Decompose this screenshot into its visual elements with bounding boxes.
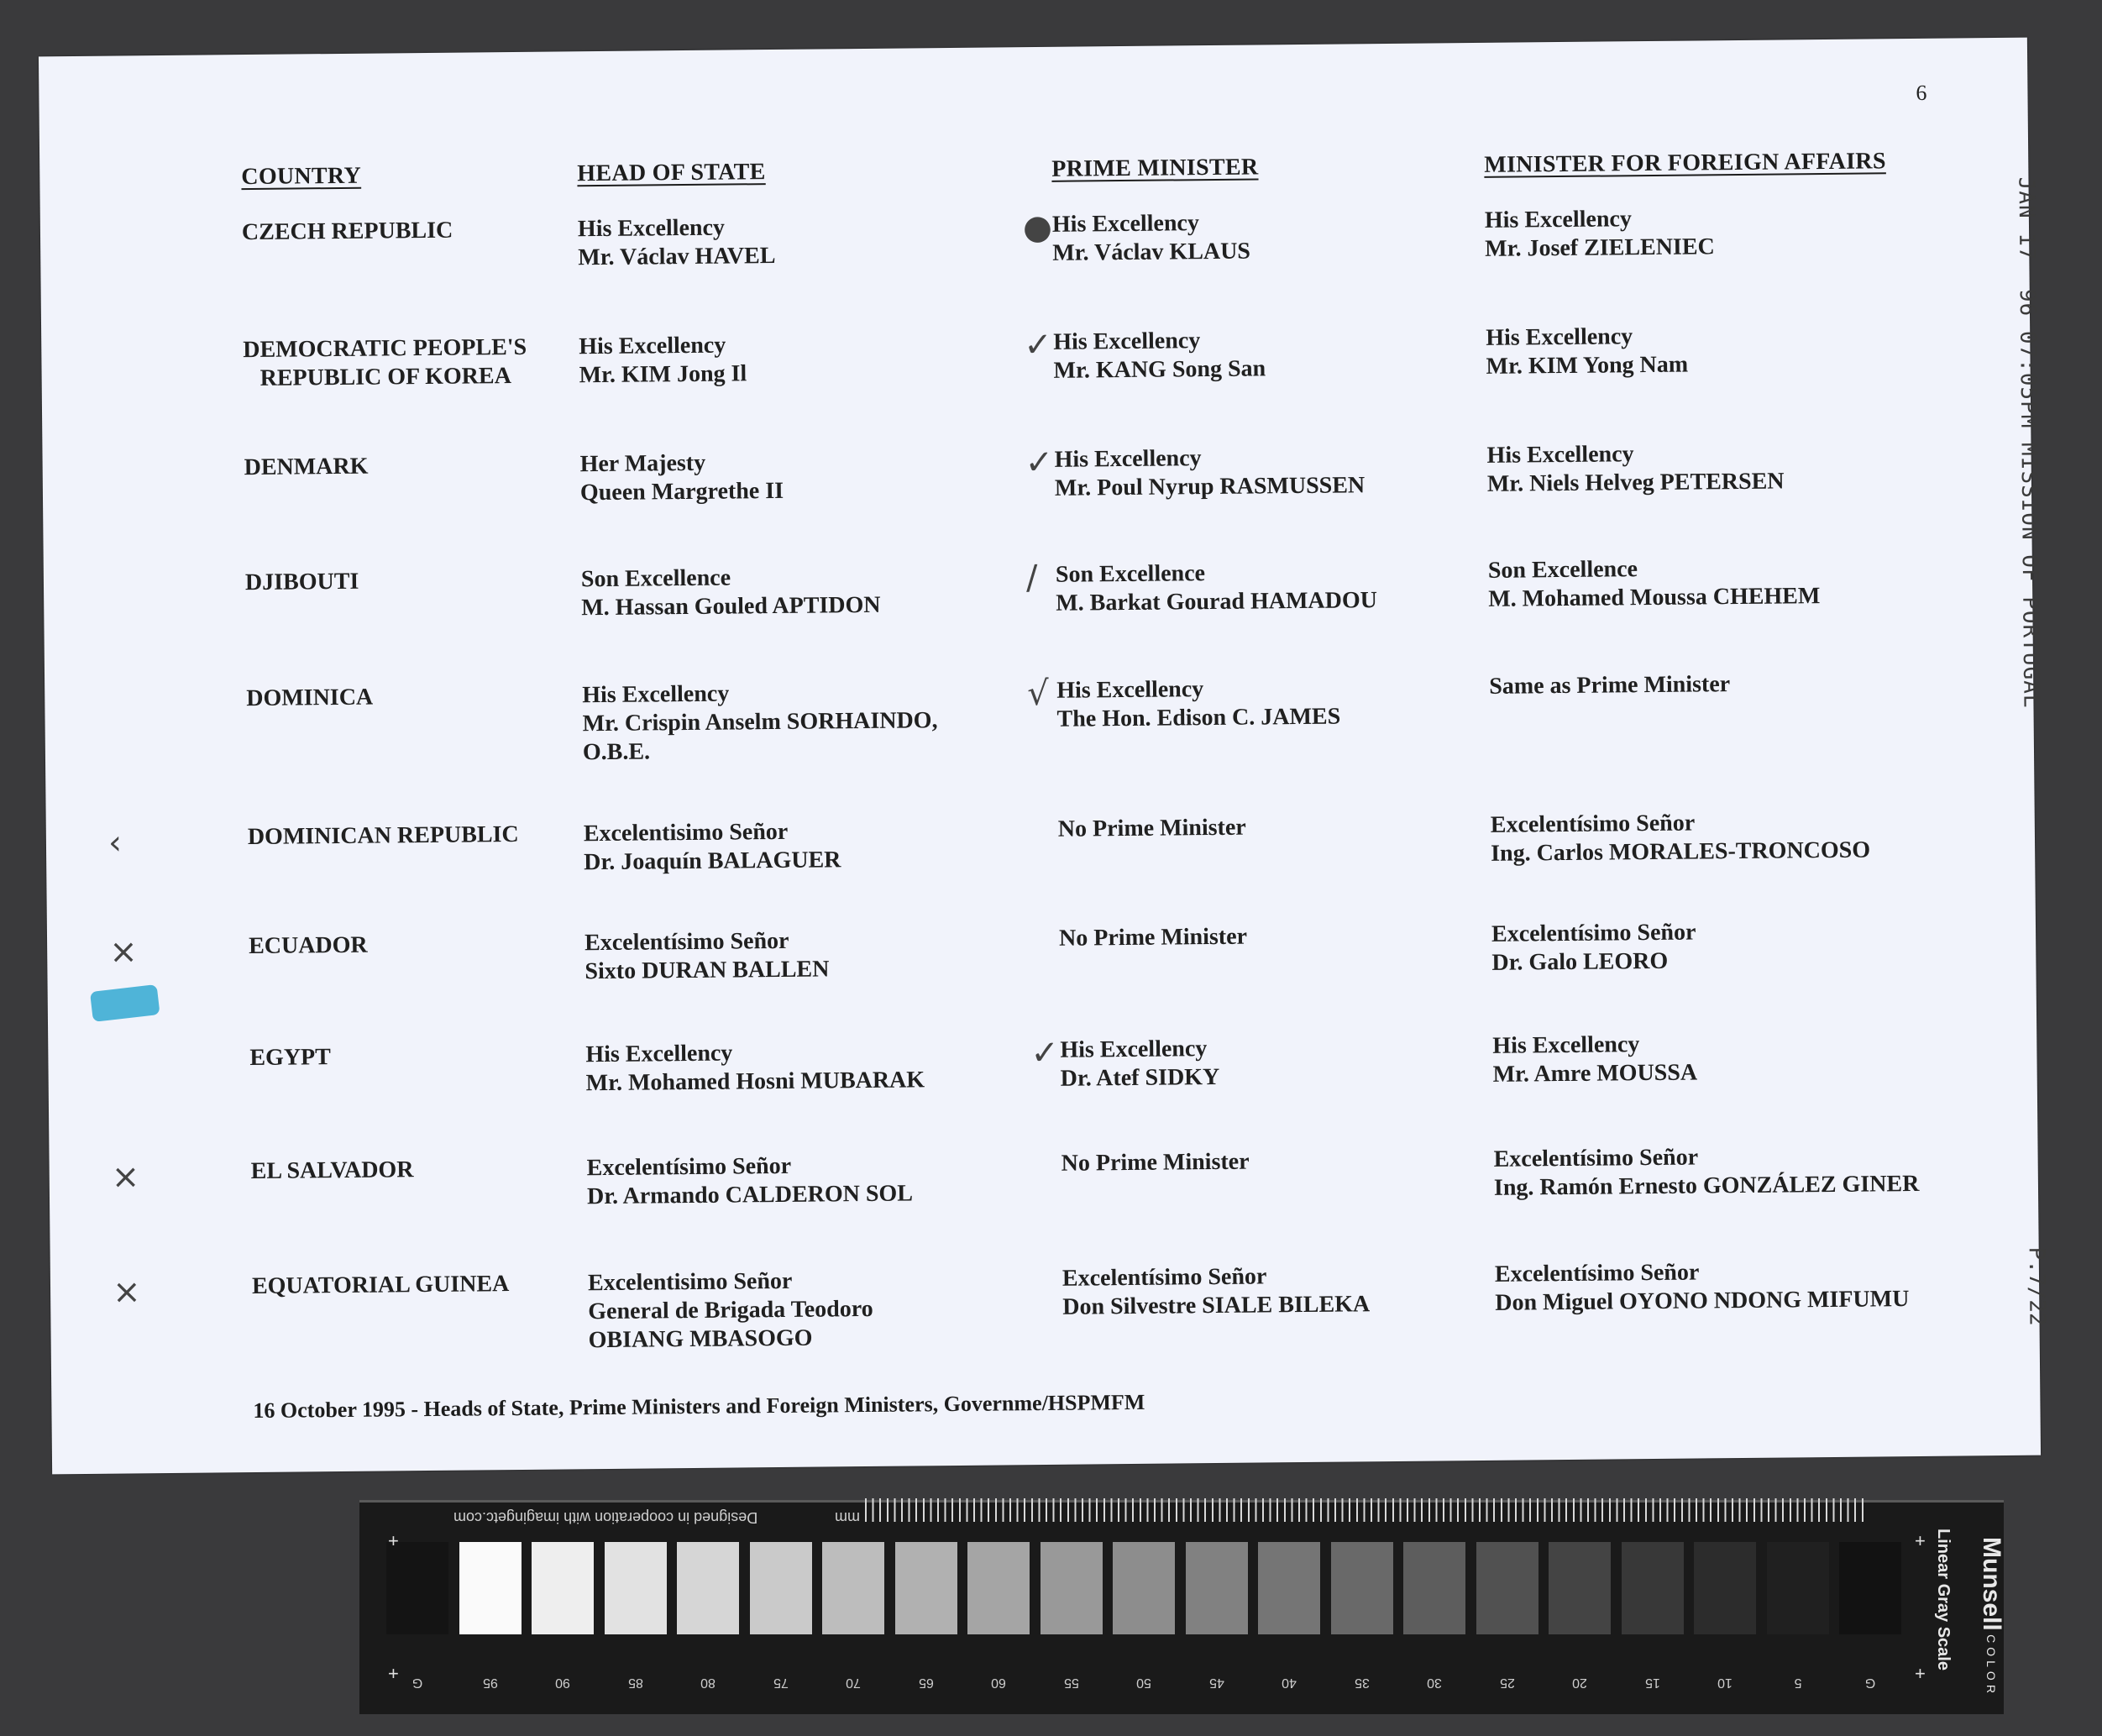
page-number: 6 (1916, 80, 1927, 105)
cross-mark: × (108, 932, 138, 972)
gray-patch-label: 20 (1572, 1676, 1587, 1690)
prime-minister-cell-line: Don Silvestre SIALE BILEKA (1062, 1291, 1371, 1320)
head-of-state-cell-line: Queen Margrethe II (579, 477, 784, 506)
header-prime-minister: PRIME MINISTER (1051, 154, 1259, 182)
munsell-sub: COLOR (1984, 1634, 1998, 1697)
country-cell (242, 216, 544, 247)
country-cell (251, 1155, 553, 1186)
foreign-minister-cell-line: Ing. Ramón Ernesto GONZÁLEZ GINER (1493, 1170, 1920, 1201)
prime-minister-cell-line: His Excellency (1053, 328, 1201, 355)
prime-minister-cell (1062, 1261, 1449, 1321)
prime-minister-cell-line: His Excellency (1056, 676, 1204, 704)
foreign-minister-cell-line: M. Mohamed Moussa CHEHEM (1488, 583, 1821, 612)
prime-minister-cell-line: His Excellency (1060, 1036, 1208, 1063)
munsell-brand: Munsell (1978, 1537, 2005, 1631)
foreign-minister-cell (1495, 1256, 1966, 1317)
head-of-state-cell-line: Dr. Joaquín BALAGUER (584, 847, 841, 876)
prime-minister-cell (1060, 1032, 1447, 1093)
gray-patch-label: 95 (482, 1676, 498, 1690)
gray-patch-label: 70 (846, 1676, 861, 1690)
ruler-unit: mm (835, 1509, 860, 1526)
munsell-logo (1955, 1537, 2005, 1705)
foreign-minister-cell-line: His Excellency (1484, 206, 1633, 233)
gray-patch (605, 1542, 667, 1634)
head-of-state-cell-line: Excelentisimo Señor (587, 1267, 793, 1297)
prime-minister-cell (1061, 1146, 1448, 1177)
head-of-state-cell-line: O.B.E. (582, 738, 651, 766)
gray-patch-label: 15 (1644, 1676, 1660, 1690)
foreign-minister-cell-line: Son Excellence (1487, 556, 1638, 584)
gray-patch-label: G (1864, 1676, 1876, 1690)
gray-patch (1767, 1542, 1829, 1634)
gray-patch-label: 30 (1427, 1676, 1442, 1690)
foreign-minister-cell (1486, 320, 1957, 381)
country-cell (249, 1041, 552, 1073)
head-of-state-cell-line: Mr. Václav HAVEL (578, 242, 776, 271)
head-of-state-cell-line: Excelentísimo Señor (584, 927, 789, 957)
gray-patch (532, 1542, 594, 1634)
prime-minister-cell-line: Mr. KANG Song San (1053, 355, 1266, 384)
cross-mark: × (112, 1272, 141, 1312)
gray-patch (967, 1542, 1030, 1634)
head-of-state-cell (579, 447, 983, 508)
head-of-state-cell-line: Mr. Mohamed Hosni MUBARAK (585, 1067, 925, 1097)
header-country: COUNTRY (241, 162, 362, 191)
gray-patch (1839, 1542, 1901, 1634)
country-cell (249, 930, 551, 961)
foreign-minister-cell-line: Excelentísimo Señor (1491, 919, 1696, 947)
gray-patch-label: 80 (700, 1676, 716, 1690)
gray-patch (822, 1542, 884, 1634)
foreign-minister-cell-line: Dr. Galo LEORO (1491, 947, 1669, 976)
gray-patch (1622, 1542, 1684, 1634)
gray-patch (1694, 1542, 1756, 1634)
table-row (50, 1141, 2039, 1277)
country-cell-line: DENMARK (244, 453, 369, 481)
gray-patch-label: 55 (1063, 1676, 1079, 1690)
foreign-minister-cell-line: Mr. Josef ZIELENIEC (1485, 233, 1715, 262)
head-of-state-cell-line: General de Brigada Teodoro (588, 1295, 873, 1325)
gray-patch-label: G (411, 1676, 423, 1690)
mm-ruler (865, 1498, 1866, 1522)
foreign-minister-cell (1492, 1027, 1963, 1088)
header-head-of-state: HEAD OF STATE (577, 159, 766, 187)
foreign-minister-cell (1491, 915, 1963, 977)
prime-minister-cell-line: Son Excellence (1055, 560, 1206, 588)
prime-minister-cell-line: His Excellency (1054, 445, 1202, 473)
foreign-minister-cell-line: Ing. Carlos MORALES-TRONCOSO (1490, 837, 1871, 867)
gray-patch-label: 75 (773, 1676, 789, 1690)
prime-minister-cell-line: No Prime Minister (1058, 923, 1248, 952)
fax-header: JAN 17 '96 07:05PM MISSION OF PORTUGAL (2013, 176, 2044, 709)
cross-mark: ‹ (107, 823, 123, 863)
country-cell (246, 682, 548, 713)
prime-minister-cell-line: No Prime Minister (1061, 1148, 1250, 1177)
gray-patch-label: 40 (1282, 1676, 1297, 1690)
foreign-minister-cell (1486, 437, 1958, 498)
head-of-state-cell-line: OBIANG MBASOGO (588, 1324, 813, 1354)
cross-mark: × (111, 1157, 140, 1197)
head-of-state-cell-line: Son Excellence (580, 564, 731, 593)
gray-patch-label: 85 (627, 1676, 643, 1690)
head-of-state-cell-line: Mr. KIM Jong Il (579, 360, 747, 389)
prime-minister-cell-line: Mr. Poul Nyrup RASMUSSEN (1054, 472, 1366, 501)
country-cell-line: ECUADOR (248, 931, 368, 960)
plus-mark: + (388, 1530, 399, 1551)
plus-mark: + (1915, 1663, 1926, 1684)
foreign-minister-cell-line: Mr. Niels Helveg PETERSEN (1486, 468, 1785, 497)
head-of-state-cell-line: His Excellency (585, 1040, 733, 1068)
check-mark: / (1025, 559, 1038, 598)
table-row (40, 202, 2030, 338)
foreign-minister-cell-line: Mr. Amre MOUSSA (1492, 1059, 1698, 1088)
prime-minister-cell-line: His Excellency (1051, 210, 1200, 238)
country-cell-line: EGYPT (249, 1044, 332, 1072)
head-of-state-cell-line: M. Hassan Gouled APTIDON (581, 591, 881, 621)
head-of-state-cell-line: His Excellency (579, 332, 726, 360)
gray-patch (1041, 1542, 1103, 1634)
head-of-state-cell (588, 1266, 992, 1356)
head-of-state-cell (587, 1151, 991, 1212)
foreign-minister-cell-line: Same as Prime Minister (1489, 671, 1731, 700)
gray-patch-label: 10 (1717, 1676, 1732, 1690)
table-row (41, 319, 2031, 456)
gray-patch (386, 1542, 448, 1634)
gray-patch (750, 1542, 812, 1634)
check-mark: ✓ (1030, 1033, 1060, 1073)
country-cell-line: DOMINICAN REPUBLIC (247, 821, 519, 851)
head-of-state-cell-line: Excelentísimo Señor (586, 1152, 792, 1182)
card-caption: Designed in cooperation with imagingetc.com (453, 1509, 758, 1526)
prime-minister-cell (1056, 557, 1443, 617)
prime-minister-cell-line: No Prime Minister (1057, 814, 1246, 842)
gray-patch (895, 1542, 957, 1634)
country-cell-line: DOMINICA (246, 684, 374, 712)
country-cell-line: DEMOCRATIC PEOPLE'S (243, 333, 527, 364)
gray-patch-label: 5 (1794, 1676, 1801, 1690)
gray-patch-label: 25 (1499, 1676, 1515, 1690)
head-of-state-cell-line: His Excellency (582, 680, 730, 709)
table-row (43, 437, 2032, 574)
foreign-minister-cell-line: Excelentísimo Señor (1493, 1144, 1699, 1172)
head-of-state-cell-line: Dr. Armando CALDERON SOL (586, 1180, 914, 1210)
head-of-state-cell-line: Mr. Crispin Anselm SORHAINDO, (582, 707, 938, 737)
footer-note: 16 October 1995 - Heads of State, Prime Ministers and Foreign Ministers, Governme/HSPMFM (253, 1389, 1145, 1424)
country-cell (243, 333, 546, 393)
country-cell (244, 451, 547, 482)
country-cell-line: EQUATORIAL GUINEA (251, 1271, 510, 1300)
gray-patch (1258, 1542, 1320, 1634)
head-of-state-cell (582, 678, 986, 768)
country-cell (245, 566, 548, 597)
gray-patch (677, 1542, 739, 1634)
document-page (39, 38, 2050, 1475)
gray-patch-label: 35 (1354, 1676, 1370, 1690)
header-foreign-minister: MINISTER FOR FOREIGN AFFAIRS (1484, 148, 1886, 178)
country-cell (252, 1270, 554, 1301)
gray-patch (1186, 1542, 1248, 1634)
prime-minister-cell (1054, 442, 1441, 502)
gray-patch (459, 1542, 522, 1634)
foreign-minister-cell (1491, 806, 1962, 868)
gray-patch (1403, 1542, 1465, 1634)
country-cell-line: REPUBLIC OF KOREA (259, 363, 511, 391)
head-of-state-cell-line: Excelentisimo Señor (583, 818, 789, 847)
foreign-minister-cell-line: His Excellency (1492, 1031, 1640, 1059)
head-of-state-cell (578, 212, 982, 273)
gray-patch (1331, 1542, 1393, 1634)
prime-minister-cell (1059, 920, 1445, 952)
plus-mark: + (388, 1663, 399, 1684)
foreign-minister-cell-line: His Excellency (1486, 323, 1633, 351)
gray-scale-title: Linear Gray Scale (1934, 1529, 1953, 1670)
head-of-state-cell (581, 562, 985, 623)
table-row (50, 1256, 2040, 1392)
plus-mark: + (1915, 1530, 1926, 1551)
head-of-state-cell-line: His Excellency (577, 214, 726, 243)
foreign-minister-cell-line: Don Miguel OYONO NDONG MIFUMU (1495, 1286, 1910, 1316)
prime-minister-cell-line: Mr. Václav KLAUS (1052, 238, 1251, 266)
check-mark: ● (1022, 207, 1053, 248)
head-of-state-cell (579, 329, 983, 391)
foreign-minister-cell-line: Mr. KIM Yong Nam (1486, 351, 1689, 380)
country-cell (248, 821, 550, 852)
country-cell-line: CZECH REPUBLIC (241, 217, 453, 246)
prime-minister-cell-line: Excelentísimo Señor (1061, 1263, 1267, 1292)
country-cell-line: EL SALVADOR (250, 1156, 414, 1185)
country-cell-line: DJIBOUTI (244, 568, 359, 596)
head-of-state-cell-line: Sixto DURAN BALLEN (584, 956, 830, 985)
gray-patch-label: 60 (991, 1676, 1006, 1690)
fax-page-count: P.7/22 (2023, 1246, 2050, 1326)
head-of-state-cell (585, 1037, 989, 1099)
foreign-minister-cell (1485, 202, 1956, 264)
head-of-state-cell (584, 816, 988, 878)
gray-patch-label: 65 (918, 1676, 934, 1690)
check-mark: √ (1027, 674, 1050, 714)
table-row (44, 552, 2033, 689)
prime-minister-cell (1053, 324, 1440, 385)
foreign-minister-cell-line: His Excellency (1486, 441, 1634, 469)
head-of-state-cell-line: Her Majesty (579, 449, 706, 478)
prime-minister-cell (1058, 811, 1444, 843)
foreign-minister-cell-line: Excelentísimo Señor (1494, 1259, 1700, 1288)
gray-patch (1113, 1542, 1175, 1634)
prime-minister-cell-line: The Hon. Edison C. JAMES (1056, 703, 1341, 732)
foreign-minister-cell (1488, 552, 1959, 613)
foreign-minister-cell (1489, 668, 1959, 700)
head-of-state-cell (584, 926, 988, 987)
prime-minister-cell-line: M. Barkat Gourad HAMADOU (1056, 587, 1378, 616)
foreign-minister-cell (1493, 1141, 1964, 1202)
prime-minister-cell-line: Dr. Atef SIDKY (1060, 1063, 1220, 1092)
table-row (45, 668, 2034, 805)
gray-patch (1549, 1542, 1611, 1634)
gray-patch-label: 45 (1208, 1676, 1224, 1690)
foreign-minister-cell-line: Excelentísimo Señor (1490, 810, 1696, 838)
gray-patch-label: 50 (1136, 1676, 1151, 1690)
gray-patch (1476, 1542, 1538, 1634)
check-mark: ✓ (1024, 325, 1053, 365)
gray-patch-label: 90 (555, 1676, 570, 1690)
prime-minister-cell (1056, 673, 1444, 733)
prime-minister-cell (1052, 207, 1439, 267)
check-mark: ✓ (1025, 443, 1054, 483)
